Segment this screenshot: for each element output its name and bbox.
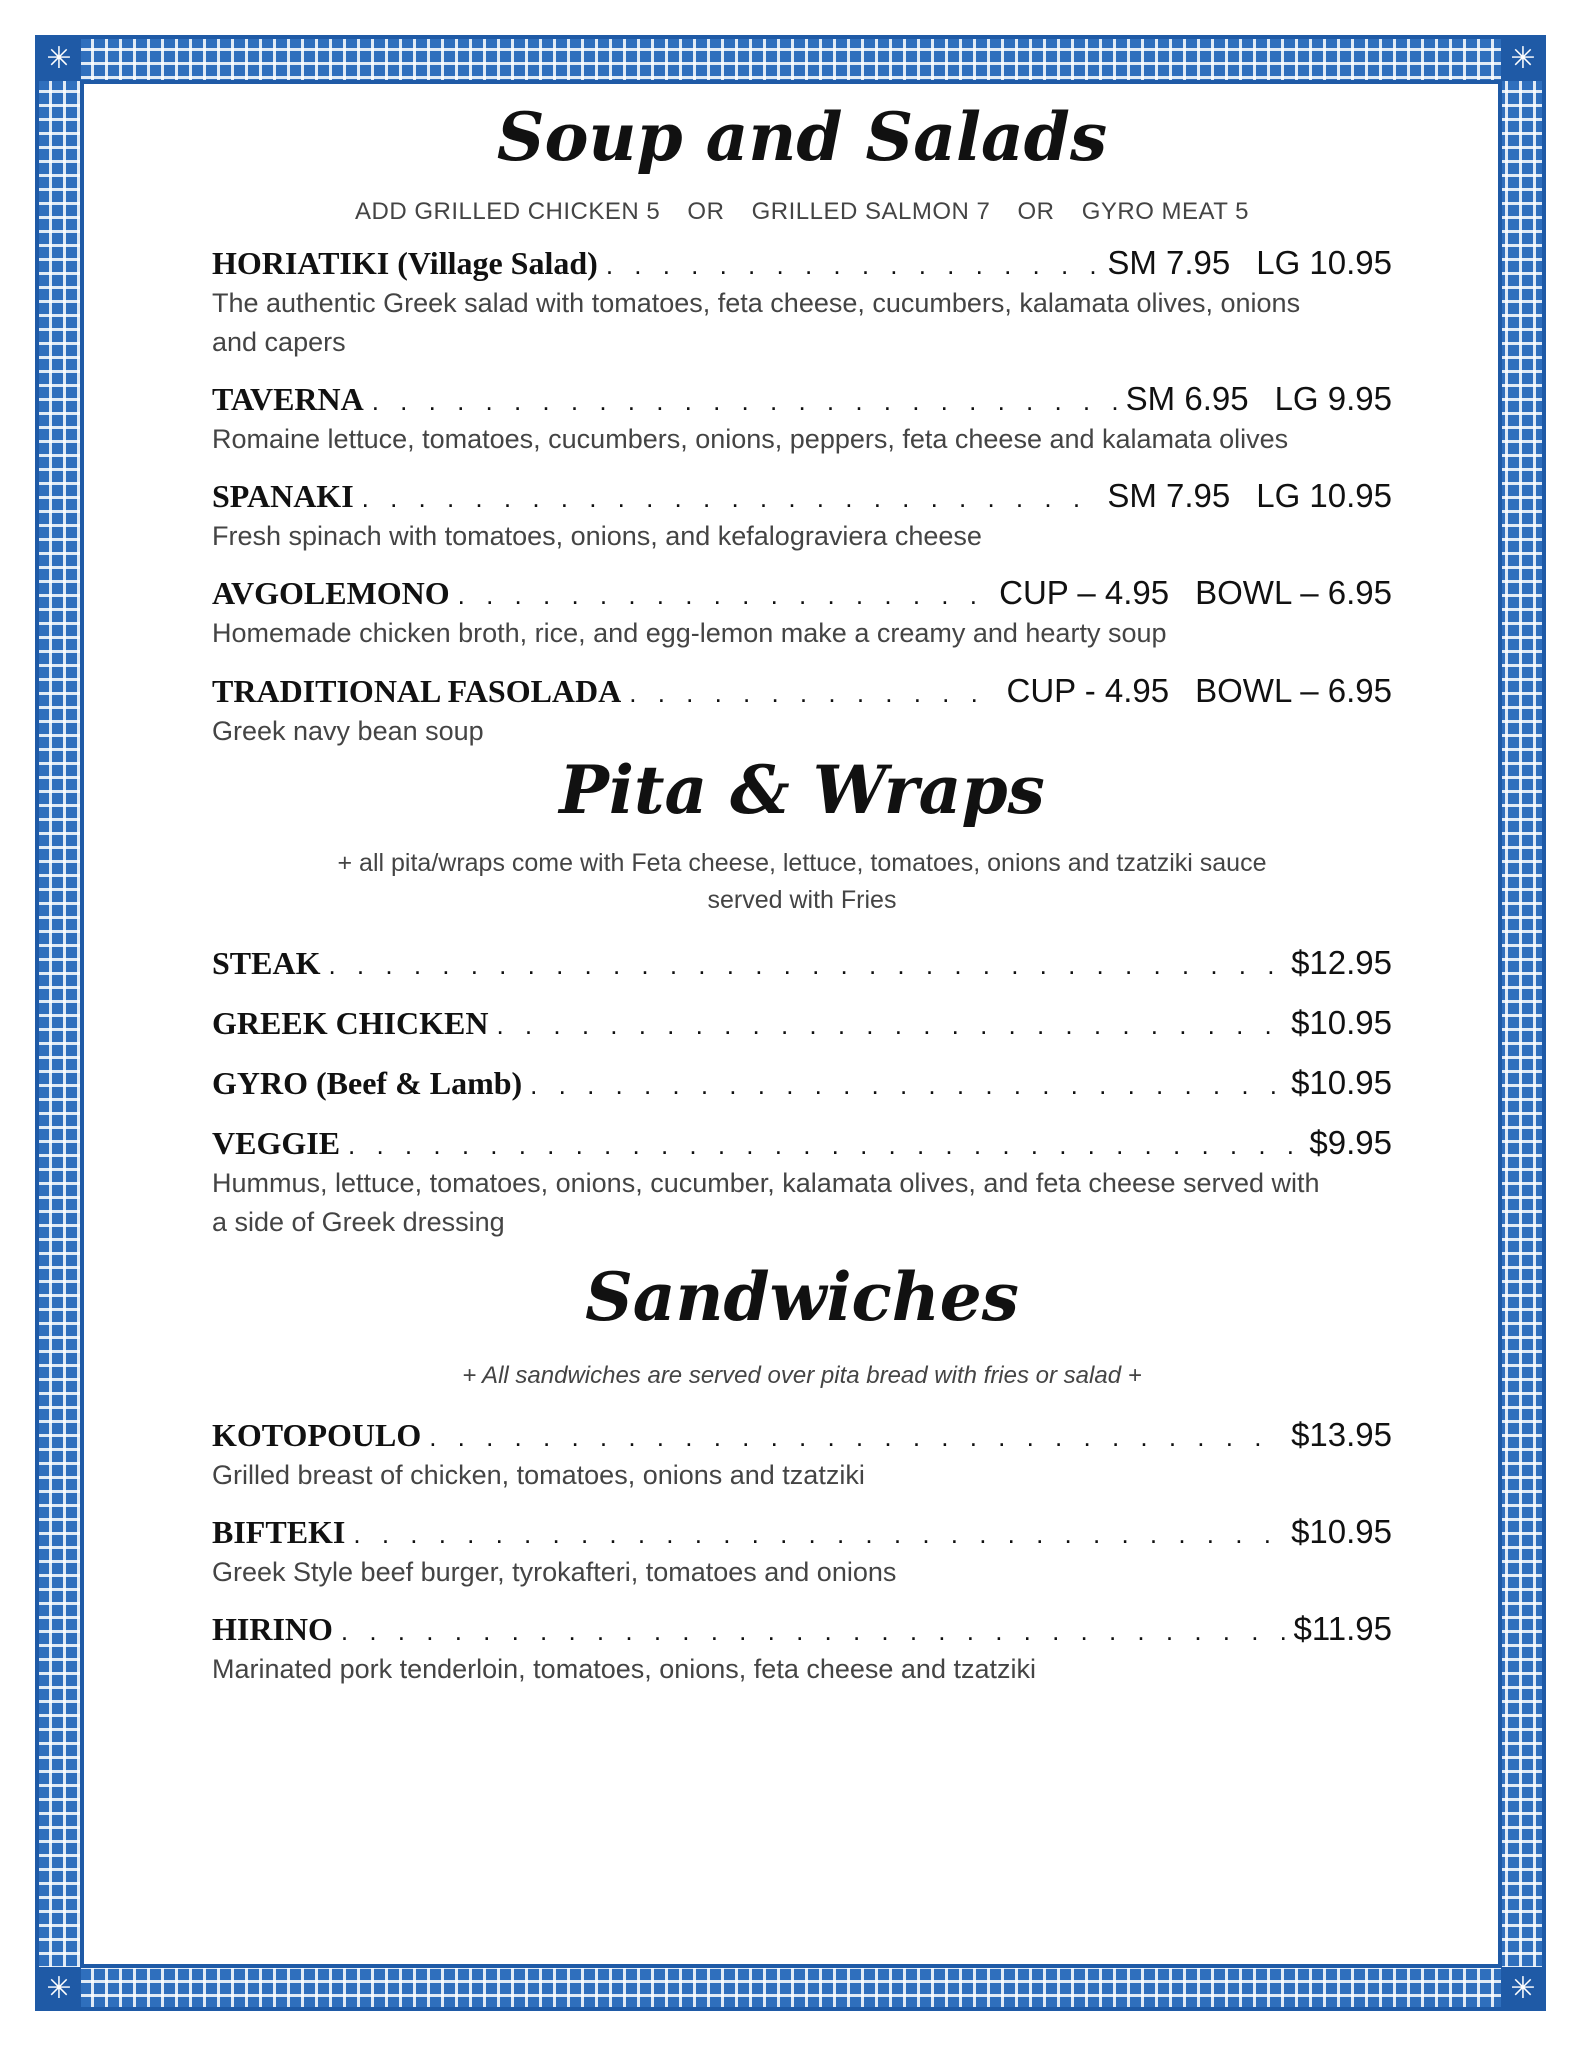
item-name: GYRO (Beef & Lamb) — [212, 1064, 523, 1101]
item-price: $13.95 — [1291, 1415, 1392, 1453]
item-name: TAVERNA — [212, 381, 364, 418]
item-name: STEAK — [212, 944, 321, 981]
star-ornament-icon: ✳ — [1501, 37, 1545, 81]
menu-item — [212, 1124, 1392, 1242]
item-description: Homemade chicken broth, rice, and egg-lemon make a creamy and hearty soup — [212, 618, 1167, 649]
item-name: AVGOLEMONO — [212, 575, 450, 612]
star-ornament-icon: ✳ — [37, 1967, 81, 2011]
item-price: CUP - 4.95 BOWL – 6.95 — [1006, 671, 1392, 709]
item-description: Greek Style beef burger, tyrokafteri, tomatoes and onions — [212, 1556, 897, 1587]
addon-gyro: GYRO MEAT 5 — [1081, 197, 1249, 225]
addon-salmon: GRILLED SALMON 7 — [751, 197, 991, 225]
dot-leader — [372, 386, 1118, 417]
dot-leader — [530, 1070, 1283, 1101]
item-description: Grilled breast of chicken, tomatoes, onions and tzatziki — [212, 1459, 865, 1490]
item-name: VEGGIE — [212, 1124, 341, 1161]
item-price: $10.95 — [1291, 1003, 1392, 1041]
menu-item — [212, 1416, 1392, 1495]
item-name: HIRINO — [212, 1611, 333, 1648]
item-price: $10.95 — [1291, 1063, 1392, 1101]
dot-leader — [496, 1010, 1283, 1041]
item-name: HORIATIKI (Village Salad) — [212, 244, 598, 281]
dot-leader — [606, 250, 1100, 281]
star-ornament-icon: ✳ — [1501, 1967, 1545, 2011]
item-price: CUP – 4.95 BOWL – 6.95 — [999, 574, 1392, 612]
menu-item — [212, 1004, 1392, 1042]
dot-leader — [458, 580, 991, 611]
dot-leader — [353, 1519, 1283, 1550]
item-name: SPANAKI — [212, 478, 354, 515]
item-price: $11.95 — [1293, 1610, 1392, 1648]
item-price: SM 6.95 LG 9.95 — [1125, 380, 1392, 418]
menu-item — [212, 944, 1392, 982]
section-title-soup-salads: Soup and Salads — [496, 98, 1108, 176]
item-price: $10.95 — [1291, 1512, 1392, 1550]
dot-leader — [362, 483, 1100, 514]
item-name: BIFTEKI — [212, 1513, 346, 1550]
item-description: Hummus, lettuce, tomatoes, onions, cucumber, kalamata olives, and feta cheese served with a side of Greek dressing — [212, 1167, 1320, 1237]
dot-leader — [348, 1130, 1301, 1161]
star-ornament-icon: ✳ — [37, 37, 81, 81]
section-title-sandwiches: Sandwiches — [585, 1257, 1019, 1336]
addon-chicken: ADD GRILLED CHICKEN 5 — [355, 197, 661, 225]
item-price: $12.95 — [1291, 943, 1392, 981]
menu-item — [212, 477, 1392, 556]
addon-or: OR — [687, 197, 725, 225]
pita-note-line2: served with Fries — [707, 886, 897, 915]
item-name: KOTOPOULO — [212, 1416, 422, 1453]
dot-leader — [328, 950, 1283, 981]
item-name: GREEK CHICKEN — [212, 1004, 489, 1041]
sandwiches-note: + All sandwiches are served over pita bread with fries or salad + — [462, 1361, 1142, 1389]
item-price: SM 7.95 LG 10.95 — [1107, 477, 1392, 515]
dot-leader — [341, 1616, 1286, 1647]
item-description: The authentic Greek salad with tomatoes, feta cheese, cucumbers, kalamata olives, onions and capers — [212, 287, 1301, 358]
dot-leader — [429, 1422, 1283, 1453]
menu-item — [212, 244, 1392, 362]
dot-leader — [629, 678, 998, 709]
menu-item — [212, 1610, 1392, 1689]
item-name: TRADITIONAL FASOLADA — [212, 672, 622, 709]
item-description: Fresh spinach with tomatoes, onions, and kefalograviera cheese — [212, 521, 982, 552]
pita-note-line1: + all pita/wraps come with Feta cheese, lettuce, tomatoes, onions and tzatziki sauce — [337, 848, 1267, 877]
item-price: SM 7.95 LG 10.95 — [1107, 243, 1392, 281]
item-description: Greek navy bean soup — [212, 715, 484, 746]
addons-note — [212, 198, 1392, 226]
menu-item — [212, 1064, 1392, 1102]
menu-item — [212, 574, 1392, 653]
menu-item — [212, 380, 1392, 459]
section-title-pita-wraps: Pita & Wraps — [559, 750, 1045, 829]
item-price: $9.95 — [1309, 1123, 1392, 1161]
menu-item — [212, 672, 1392, 751]
addon-or: OR — [1017, 197, 1055, 225]
menu-content — [212, 100, 1392, 1689]
menu-item — [212, 1513, 1392, 1592]
item-description: Romaine lettuce, tomatoes, cucumbers, onions, peppers, feta cheese and kalamata olives — [212, 424, 1289, 455]
item-description: Marinated pork tenderloin, tomatoes, onions, feta cheese and tzatziki — [212, 1654, 1036, 1685]
